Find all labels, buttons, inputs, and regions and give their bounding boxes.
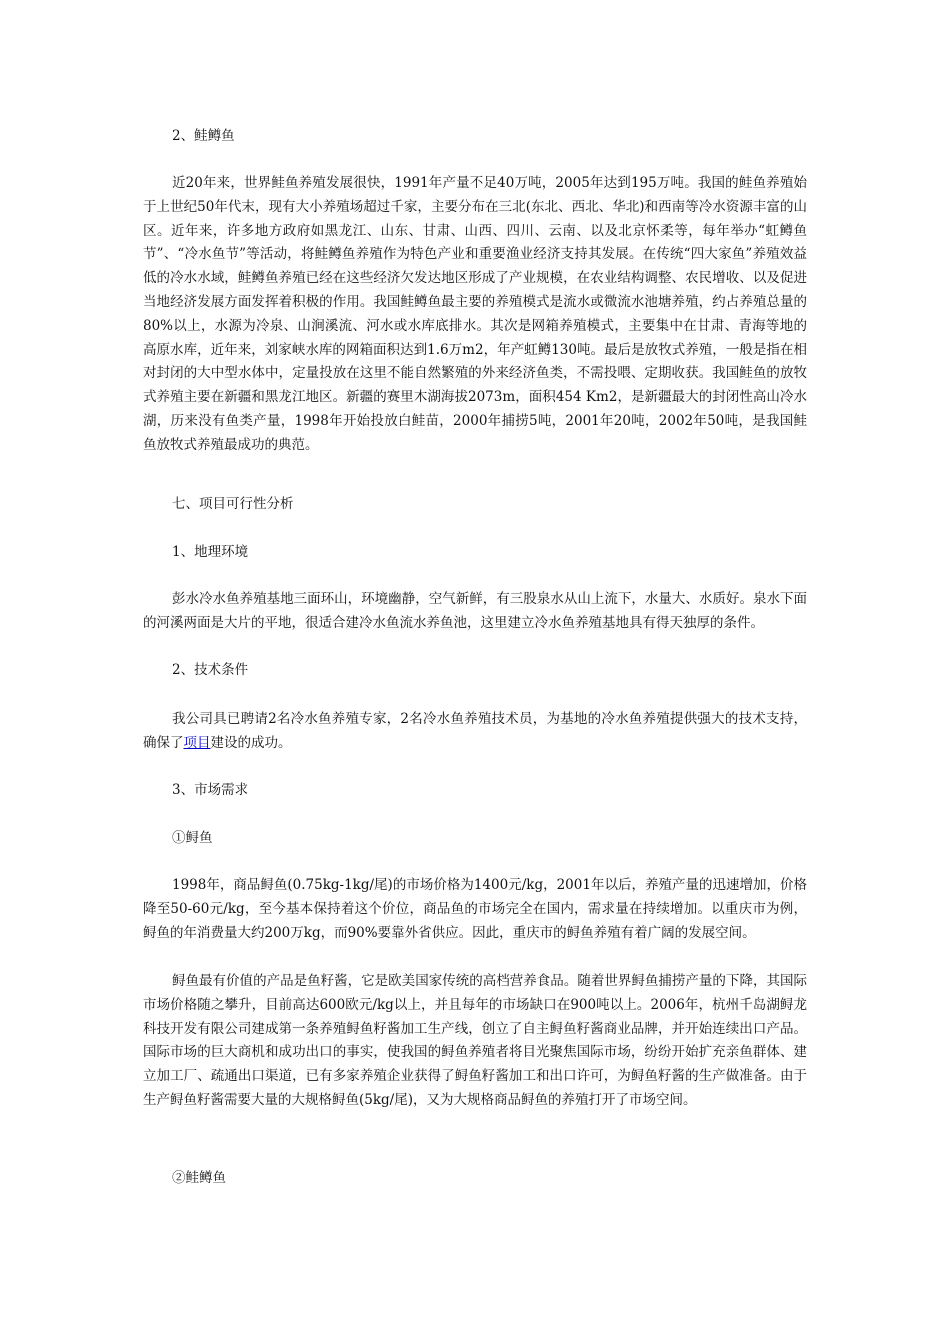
paragraph-salmon-industry: 近20年来，世界鲑鱼养殖发展很快，1991年产量不足40万吨，2005年达到195万吨。我国的鲑鱼养殖始于上世纪50年代末，现有大小养殖场超过千家，主要分布在三北(东北、西北、华北)和西南等冷水资源丰富的山区。近年来，许多地方政府如黑龙江、山东、甘肃、山西、四川、云南、以及北京怀柔等，每年举办“虹鳟鱼节”、“冷水鱼节”等活动，将鲑鳟鱼养殖作为特色产业和重要渔业经济支持其发展。在传统“四大家鱼”养殖效益低的冷水水域，鲑鳟鱼养殖已经在这些经济欠发达地区形成了产业规模，在农业结构调整、农民增收、以及促进当地经济发展方面发挥着积极的作用。我国鲑鳟鱼最主要的养殖模式是流水或微流水池塘养殖，约占养殖总量的80%以上，水源为冷泉、山涧溪流、河水或水库底排水。其次是网箱养殖模式，主要集中在甘肃、青海等地的高原水库，近年来，刘家峡水库的网箱面积达到1.6万m2，年产虹鳟130吨。最后是放牧式养殖，一般是指在相对封闭的大中型水体中，定量投放在这里不能自然繁殖的外来经济鱼类，不需投喂、定期收获。我国鲑鱼的放牧式养殖主要在新疆和黑龙江地区。新疆的赛里木湖海拔2073m，面积454 Km2，是新疆最大的封闭性高山冷水湖，历来没有鱼类产量，1998年开始投放白鲑苗，2000年捕捞5吨，2001年20吨，2002年50吨，是我国鲑鱼放牧式养殖最成功的典范。 <box>143 175 807 453</box>
paragraph-technology-text-a: 我公司具已聘请2名冷水鱼养殖专家，2名冷水鱼养殖技术员，为基地的冷水鱼养殖提供强大的技术支持，确保了 <box>143 711 807 751</box>
paragraph-sturgeon-price: 1998年，商品鲟鱼(0.75kg-1kg/尾)的市场价格为1400元/kg，2001年以后，养殖产量的迅速增加，价格降至50-60元/kg，至今基本保持着这个价位，商品鱼的市场完全在国内，需求量在持续增加。以重庆市为例，鲟鱼的年消费量大约200万kg，而90%要靠外省供应。因此，重庆市的鲟鱼养殖有着广阔的发展空间。 <box>143 877 807 941</box>
section-heading-salmon: 2、鲑鳟鱼 <box>172 128 235 144</box>
section-heading-market: 3、市场需求 <box>172 782 249 798</box>
section-heading-geography: 1、地理环境 <box>172 544 249 560</box>
section-heading-technology: 2、技术条件 <box>172 662 249 678</box>
paragraph-technology <box>143 708 807 756</box>
paragraph-technology-text-b: 建设的成功。 <box>210 734 292 751</box>
subheading-sturgeon: ①鲟鱼 <box>172 830 213 846</box>
paragraph-geography: 彭水冷水鱼养殖基地三面环山，环境幽静，空气新鲜，有三股泉水从山上流下，水量大、水质好。泉水下面的河溪两面是大片的平地，很适合建冷水鱼流水养鱼池，这里建立冷水鱼养殖基地具有得天独厚的条件。 <box>143 591 807 631</box>
section-heading-feasibility: 七、项目可行性分析 <box>172 496 294 512</box>
project-link[interactable]: 项目 <box>183 734 211 751</box>
paragraph-sturgeon-caviar: 鲟鱼最有价值的产品是鱼籽酱，它是欧美国家传统的高档营养食品。随着世界鲟鱼捕捞产量的下降，其国际市场价格随之攀升，目前高达600欧元/kg以上，并且每年的市场缺口在900吨以上。2006年，杭州千岛湖鲟龙科技开发有限公司建成第一条养殖鲟鱼籽酱加工生产线，创立了自主鲟鱼籽酱商业品牌，并开始连续出口产品。国际市场的巨大商机和成功出口的事实，使我国的鲟鱼养殖者将目光聚焦国际市场，纷纷开始扩充亲鱼群体、建立加工厂、疏通出口渠道，已有多家养殖企业获得了鲟鱼籽酱加工和出口许可，为鲟鱼籽酱的生产做准备。由于生产鲟鱼籽酱需要大量的大规格鲟鱼(5kg/尾)，又为大规格商品鲟鱼的养殖打开了市场空间。 <box>143 973 807 1108</box>
subheading-salmon-trout: ②鲑鳟鱼 <box>172 1170 226 1186</box>
